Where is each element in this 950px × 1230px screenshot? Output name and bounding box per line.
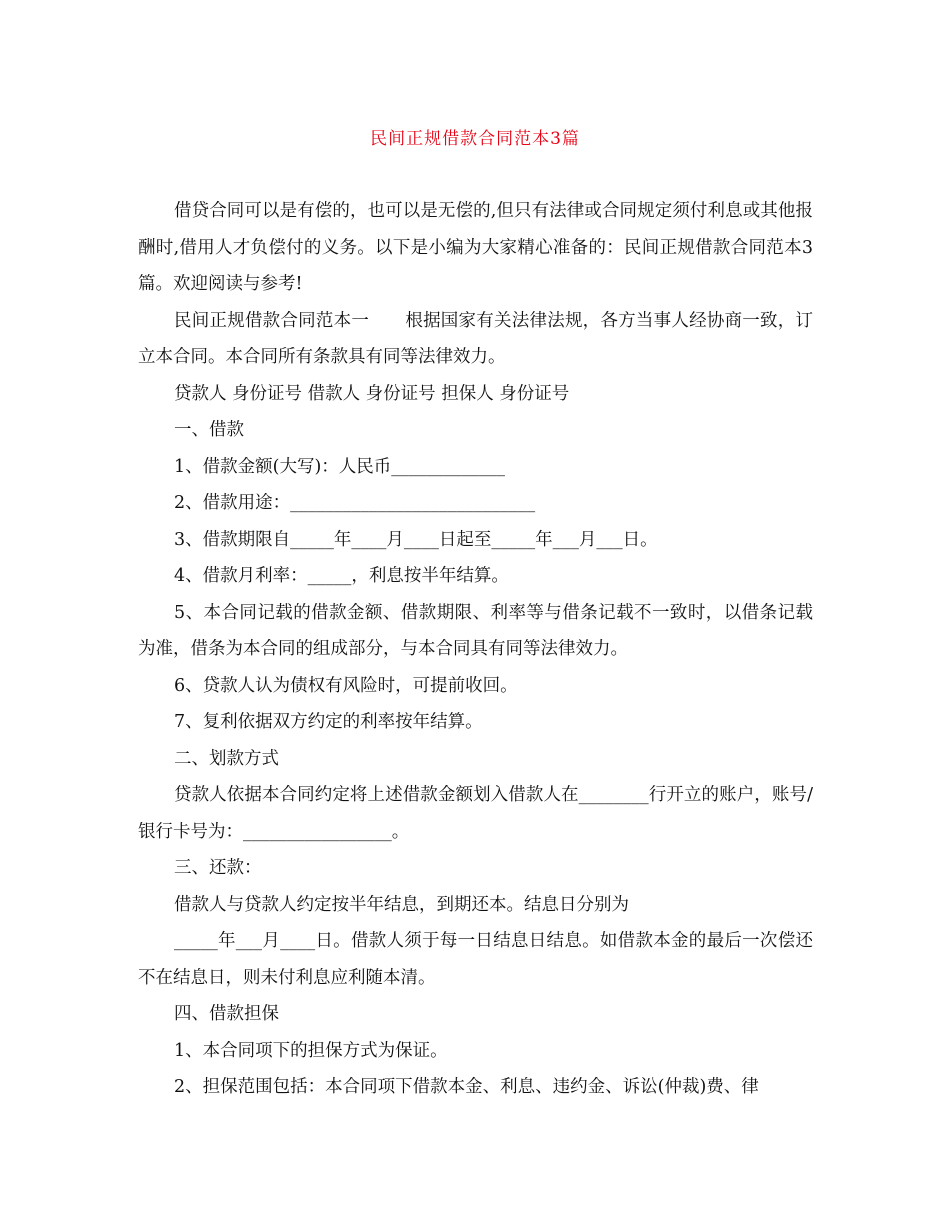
- section-heading-repayment: 三、还款：: [174, 858, 262, 878]
- section-heading-loan: 一、借款: [174, 420, 244, 440]
- clause-repayment-schedule: 借款人与贷款人约定按半年结息，到期还本。结息日分别为: [174, 894, 629, 915]
- clause-early-recall: 6、贷款人认为债权有风险时，可提前收回。: [174, 675, 518, 696]
- clause-guarantee-type: 1、本合同项下的担保方式为保证。: [174, 1040, 448, 1061]
- clause-iou-precedence: 5、本合同记载的借款金额、借款期限、利率等与借条记载不一致时，以借条记载为准，借条为本合同的组成部分，与本合同具有同等法律效力。: [138, 602, 813, 659]
- document-body: [138, 193, 813, 1106]
- contract-one-paragraph: [138, 303, 813, 376]
- clause-loan-term: 3、借款期限自_____年____月____日起至_____年___月___日。: [174, 529, 658, 550]
- contract-one-preamble: 根据国家有关法律法规，各方当事人经协商一致，订立本合同。本合同所有条款具有同等法律效力。: [138, 310, 814, 367]
- document-title: 民间正规借款合同范本3篇: [370, 129, 580, 149]
- clause-guarantee-scope: 2、担保范围包括：本合同项下借款本金、利息、违约金、诉讼(仲裁)费、律: [174, 1077, 759, 1097]
- contract-one-heading: 民间正规借款合同范本一: [174, 310, 370, 331]
- clause-loan-purpose: 2、借款用途：____________________________: [174, 493, 536, 513]
- parties-line: 贷款人 身份证号 借款人 身份证号 担保人 身份证号: [174, 383, 570, 404]
- section-heading-guarantee: 四、借款担保: [174, 1004, 279, 1024]
- clause-interest-date: _____年___月____日。借款人须于每一日结息日结息。如借款本金的最后一次偿还不在结息日，则未付利息应利随本清。: [138, 931, 813, 988]
- section-heading-transfer: 二、划款方式: [174, 748, 279, 769]
- clause-loan-amount: 1、借款金额(大写)：人民币_____________: [174, 456, 506, 477]
- clause-transfer-account: 贷款人依据本合同约定将上述借款金额划入借款人在________行开立的账户，账号/银行卡号为：_________________。: [138, 785, 813, 842]
- clause-compound-interest: 7、复利依据双方约定的利率按年结算。: [174, 712, 483, 732]
- clause-interest-rate: 4、借款月利率：_____，利息按半年结算。: [174, 566, 509, 586]
- intro-paragraph: 借贷合同可以是有偿的，也可以是无偿的,但只有法律或合同规定须付利息或其他报酬时,借用人才负偿付的义务。以下是小编为大家精心准备的：民间正规借款合同范本3篇。欢迎阅读与参考!: [138, 201, 813, 294]
